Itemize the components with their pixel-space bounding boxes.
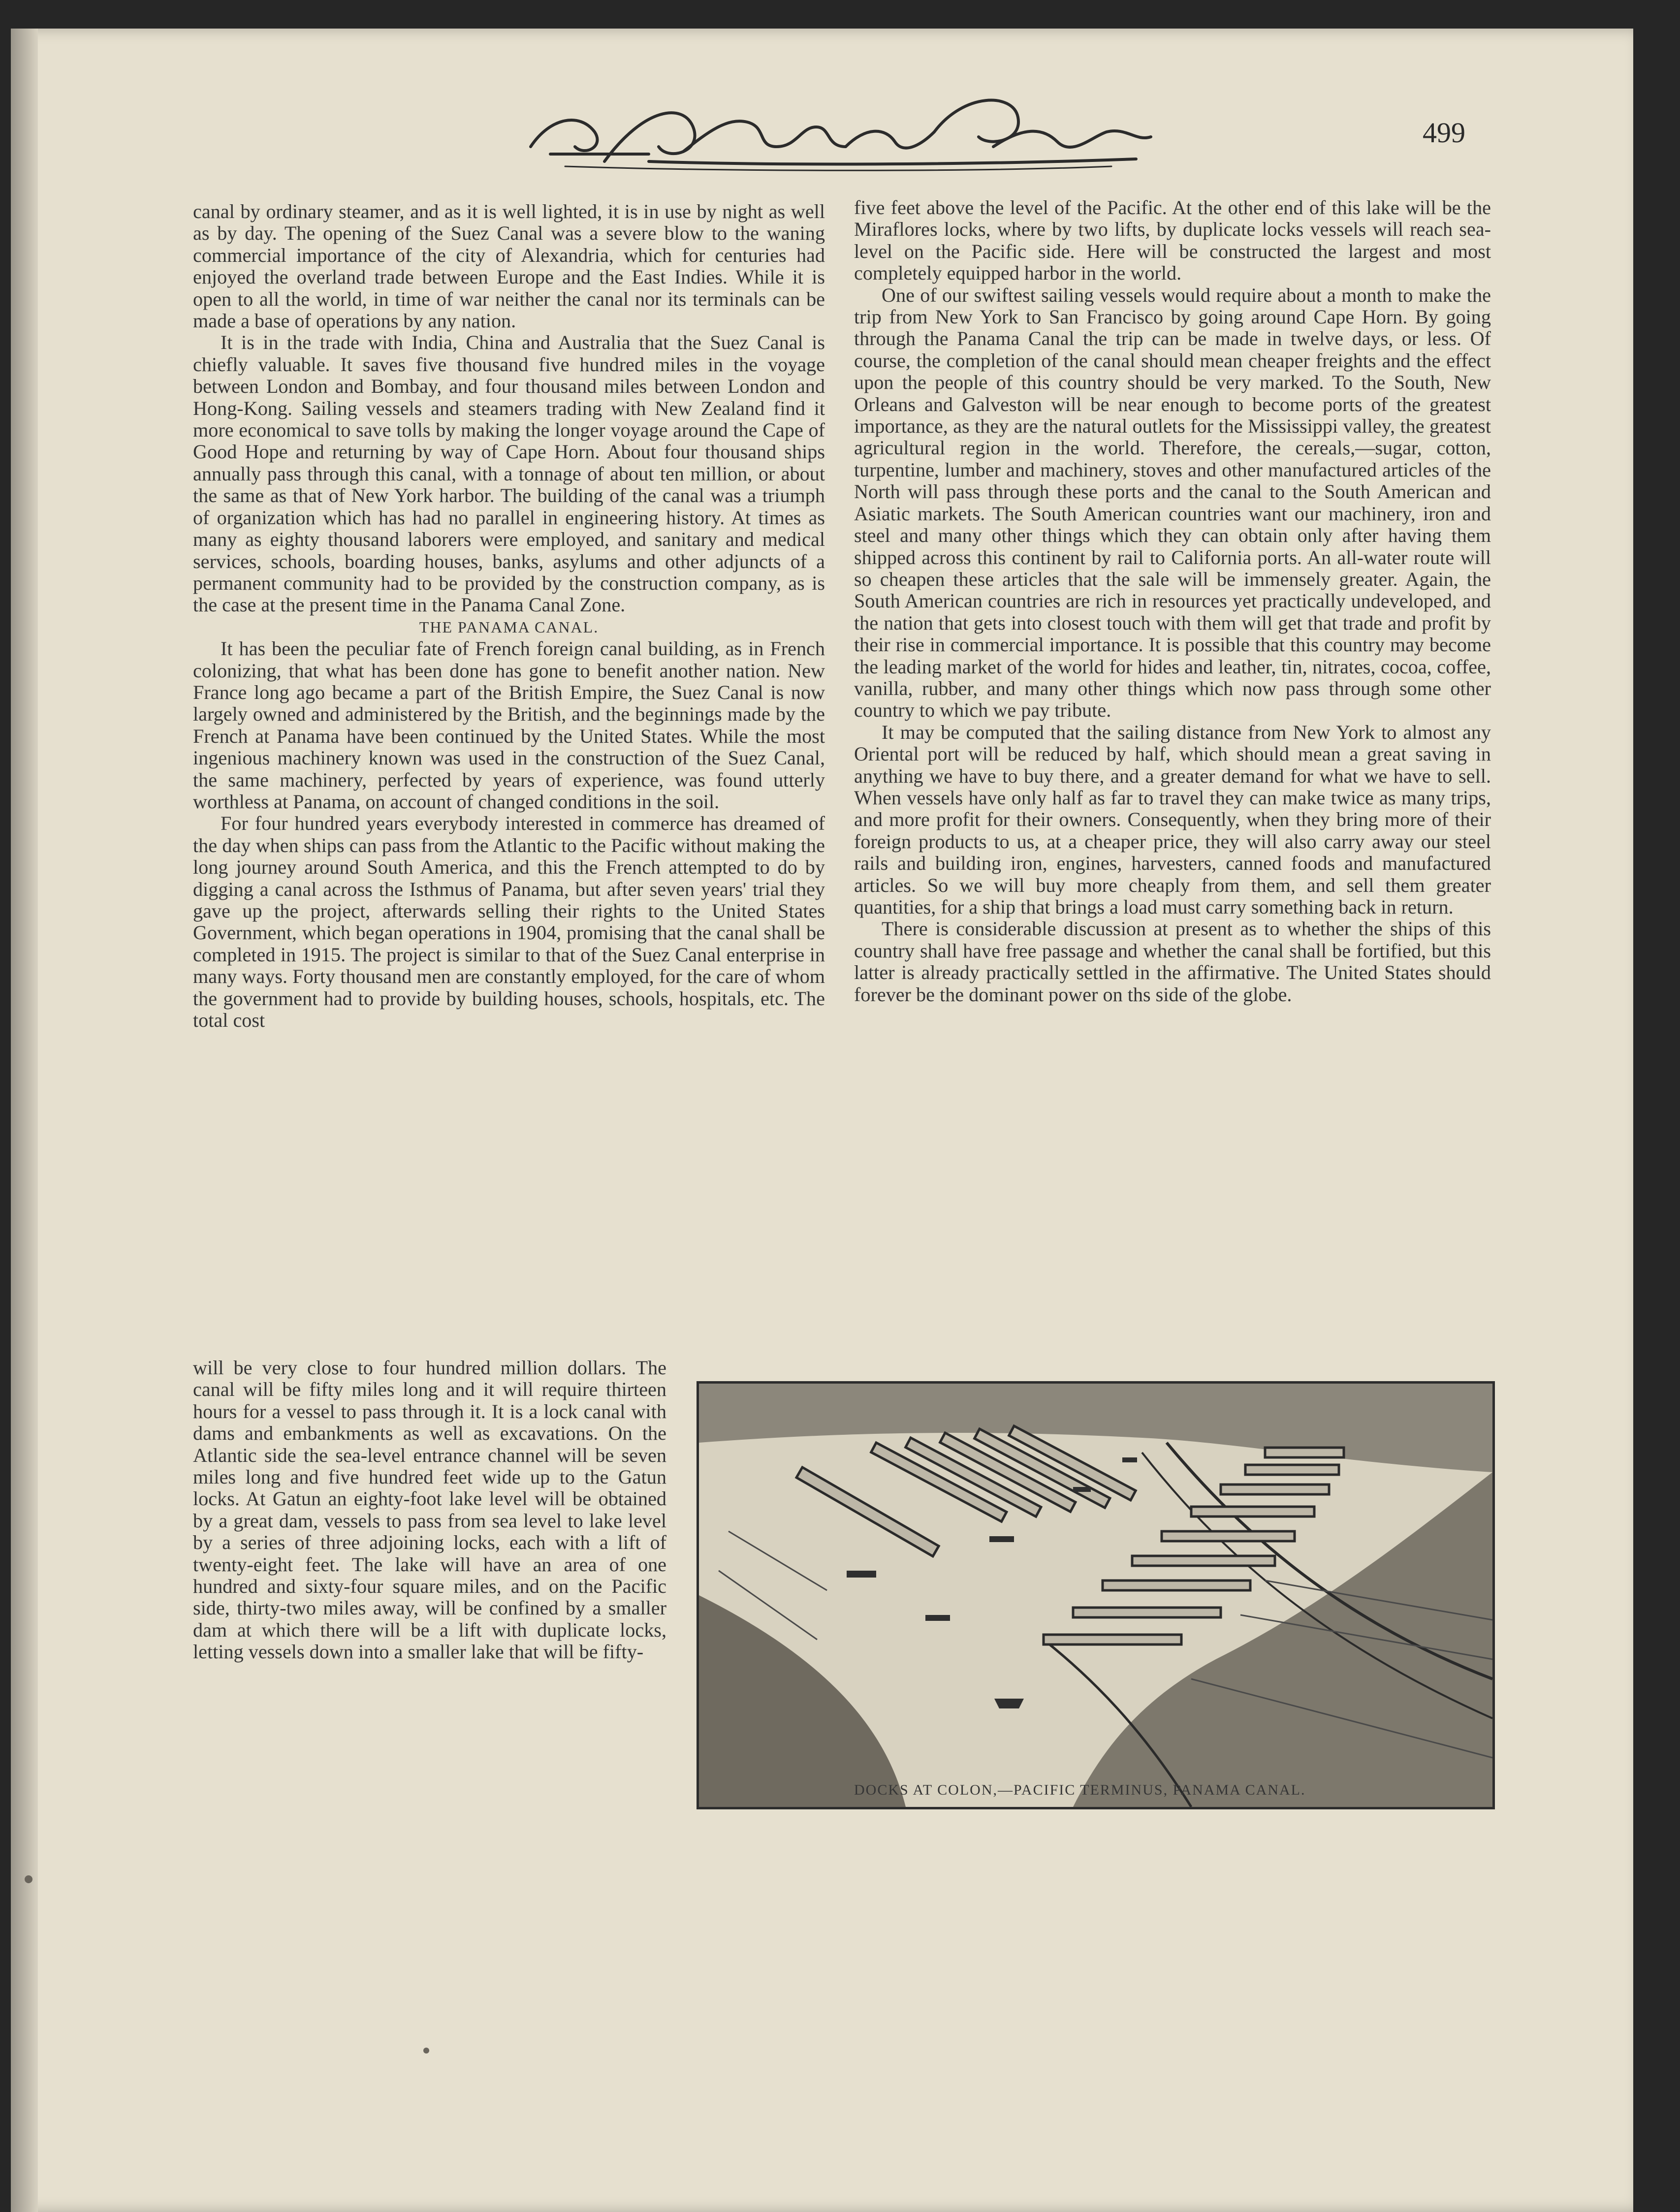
page-number: 499 [1423, 117, 1465, 149]
figure-caption: DOCKS AT COLON,—PACIFIC TERMINUS, PANAMA CANAL. [854, 1782, 1306, 1798]
masthead-script-graphic [521, 88, 1161, 176]
left-column-lower [193, 1357, 666, 1663]
docks-illustration [697, 1381, 1495, 1809]
masthead-logo [521, 88, 1161, 176]
page-blemish [423, 2048, 429, 2054]
right-column [854, 197, 1491, 1006]
paragraph: will be very close to four hundred million dollars. The canal will be fifty miles long and it will require thirteen hours for a vessel to pass through it. It is a lock canal with dams and embankments as well as excavations. On the Atlantic side the sea-level entrance channel will be seven miles long and five hundred feet wide up to the Gatun locks. At Gatun an eighty-foot lake level will be obtained by a great dam, vessels to pass from sea level to lake level by a series of three adjoining locks, each with a lift of twenty-eight feet. The lake will have an area of one hundred and sixty-four square miles, and on the Pacific side, thirty-two miles away, will be confined by a smaller dam at which there will be a lift with duplicate locks, letting vessels down into a smaller lake that will be fifty- [193, 1357, 666, 1663]
paragraph: There is considerable discussion at present as to whether the ships of this country shall have free passage and whether the canal shall be fortified, but this latter is already practically settled in the affirmative. The United States should forever be the dominant power on ths side of the globe. [854, 917, 1491, 1006]
page-blemish [25, 1875, 32, 1883]
harbor-drawing [699, 1384, 1492, 1807]
page-gutter-shadow [11, 29, 38, 2212]
paragraph: It has been the peculiar fate of French foreign canal building, as in French colonizing, that what has been done has gone to benefit another nation. New France long ago became a part of the British Empire, the Suez Canal is now largely owned and administered by the British, and the beginnings made by the French at Panama have been continued by the United States. While the most ingenious machinery known was used in the construction of the Suez Canal, the same machinery, perfected by years of experience, was found utterly worthless at Panama, on account of changed conditions in the soil. [193, 637, 825, 813]
paragraph: five feet above the level of the Pacific. At the other end of this lake will be the Miraflores locks, where by two lifts, by duplicate locks vessels will reach sea-level on the Pacific side. Here will be constructed the largest and most completely equipped harbor in the world. [854, 196, 1491, 284]
section-heading: THE PANAMA CANAL. [419, 618, 599, 636]
paragraph: For four hundred years everybody interested in commerce has dreamed of the day when ships can pass from the Atlantic to the Pacific without making the long journey around South America, and this the French attempted to do by digging a canal across the Isthmus of Panama, but after seven years' trial they gave up the project, afterwards selling their rights to the United States Government, which began operations in 1904, promising that the canal shall be completed in 1915. The project is similar to that of the Suez Canal enterprise in many ways. Forty thousand men are constantly employed, for the care of whom the government had to provide by building houses, schools, hospitals, etc. The total cost [193, 812, 825, 1032]
left-column-upper [193, 201, 825, 1031]
paragraph: It may be computed that the sailing distance from New York to almost any Oriental port will be reduced by half, which should mean a great saving in anything we have to buy there, and a greater demand for what we have to sell. When vessels have only half as far to travel they can make twice as many trips, and more profit for their owners. Consequently, when they bring more of their foreign products to us, at a cheaper price, they will also carry away our steel rails and building iron, engines, harvesters, canned foods and manufactured articles. So we will buy more cheaply from them, and sell them greater quantities, for a ship that brings a load must carry something back in return. [854, 721, 1491, 918]
paragraph: It is in the trade with India, China and Australia that the Suez Canal is chiefly valuable. It saves five thousand five hundred miles in the voyage between London and Bombay, and four thousand miles between London and Hong-Kong. Sailing vessels and steamers trading with New Zealand find it more economical to save tolls by making the longer voyage around the Cape of Good Hope and returning by way of Cape Horn. About four thousand ships annually pass through this canal, with a tonnage of about ten million, or about the same as that of New York harbor. The building of the canal was a triumph of organization which has had no parallel in engineering history. At times as many as eighty thousand laborers were employed, and sanitary and medical services, schools, boarding houses, banks, asylums and other adjuncts of a permanent community had to be provided by the construction company, as is the case at the present time in the Panama Canal Zone. [193, 331, 825, 616]
paragraph: One of our swiftest sailing vessels would require about a month to make the trip from New York to San Francisco by going around Cape Horn. By going through the Panama Canal the trip can be made in twelve days, or less. Of course, the completion of the canal should mean cheaper freights and the effect upon the people of this country should be very marked. To the South, New Orleans and Galveston will be near enough to become ports of the greatest importance, as they are the natural outlets for the Mississippi valley, the greatest agricultural region in the world. Therefore, the cereals,—sugar, cotton, turpentine, lumber and machinery, stoves and other manufactured articles of the North will pass through these ports and the canal to the South American and Asiatic markets. The South American countries want our machinery, iron and steel and many other things which they can obtain only after having them shipped across this continent by rail to California ports. An all-water route will so cheapen these articles that the sale will be immensely greater. Again, the South American countries are rich in resources yet practically undeveloped, and the nation that gets into closest touch with them will get that trade and profit by their rise in commercial importance. It is possible that this country may become the leading market of the world for hides and leather, tin, nitrates, cocoa, coffee, vanilla, rubber, and many other things which now pass through some other country to which we pay tribute. [854, 284, 1491, 722]
paragraph: canal by ordinary steamer, and as it is well lighted, it is in use by night as well as by day. The opening of the Suez Canal was a severe blow to the waning commercial importance of the city of Alexandria, which for centuries had enjoyed the overland trade between Europe and the East Indies. While it is open to all the world, in time of war neither the canal nor its terminals can be made a base of operations by any nation. [193, 200, 825, 332]
